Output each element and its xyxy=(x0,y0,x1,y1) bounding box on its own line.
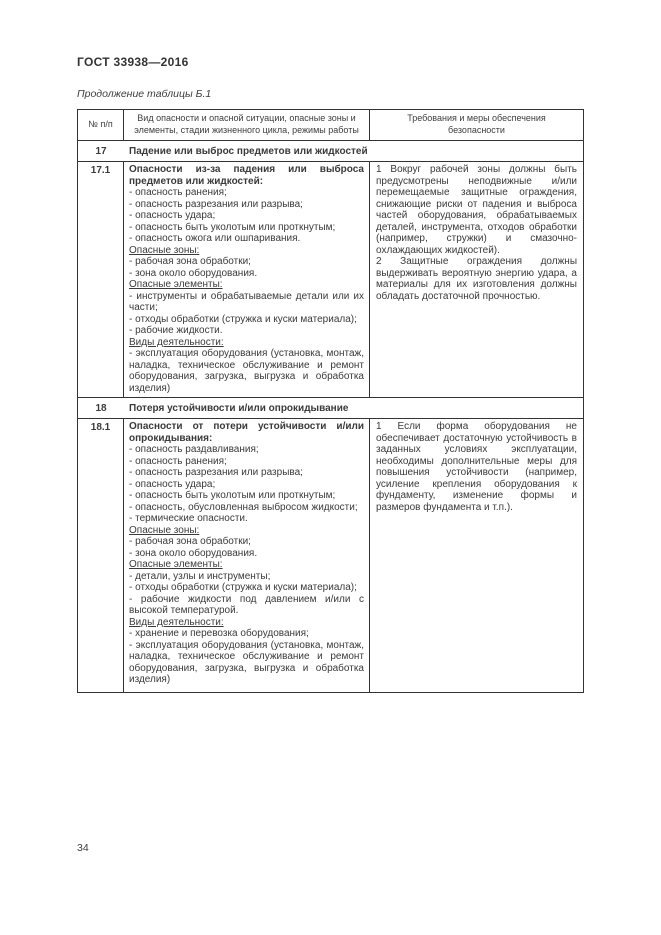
hazard-line: - опасность раздавливания; xyxy=(129,444,259,455)
hazard-line: Опасности от потери устойчивости и/или опрокидывания: xyxy=(129,421,364,444)
hazard-line: - опасность удара; xyxy=(129,478,216,490)
hazard-line: - зона около оборудования. xyxy=(129,267,258,279)
table-row xyxy=(78,162,584,398)
hazard-line: - опасность быть уколотым или проткнутым; xyxy=(129,490,336,501)
requirement-paragraph: 2 Защитные ограждения должны выдерживать вероятную энергию удара, а материалы для их изготовления должны обладать достаточной прочностью. xyxy=(376,256,577,302)
hazard-description-cell xyxy=(124,162,370,398)
hazard-line: - опасность удара; xyxy=(129,210,216,221)
requirements-cell xyxy=(370,419,584,693)
section-row xyxy=(78,398,584,419)
section-number: 17 xyxy=(95,145,107,157)
hazard-line: - опасность ранения; xyxy=(129,455,227,467)
hazard-line: - опасность разрезания или разрыва; xyxy=(129,467,303,478)
hazard-line: Опасные зоны: xyxy=(129,244,200,256)
hazard-line: - рабочая зона обработки; xyxy=(129,256,251,267)
hazard-line: - рабочие жидкости. xyxy=(129,325,223,336)
col-header-number: № п/п xyxy=(78,110,124,141)
hazard-line: - рабочая зона обработки; xyxy=(129,536,251,547)
hazard-line: - отходы обработки (стружка и куски материала); xyxy=(129,582,357,593)
requirements-cell xyxy=(370,162,584,398)
table-header-row xyxy=(78,110,584,141)
hazard-line: - детали, узлы и инструменты; xyxy=(129,570,271,582)
section-title: Падение или выброс предметов или жидкостей xyxy=(129,145,368,157)
hazard-line: Виды деятельности: xyxy=(129,336,224,348)
requirement-paragraph: 1 Если форма оборудования не обеспечивает достаточную устойчивость в заданных условиях эксплуатации, необходимы дополнительные меры для повышения устойчивости (например, усиление крепления оборудования к фундаменту, изменение формы и размеров фундамента и т.п.). xyxy=(376,421,577,513)
section-cell xyxy=(78,398,584,419)
hazard-line: - отходы обработки (стружка и куски материала); xyxy=(129,313,357,325)
hazard-line: - опасность, обусловленная выбросом жидкости; xyxy=(129,501,358,513)
row-number-cell: 17.1 xyxy=(78,162,124,398)
table-caption: Продолжение таблицы Б.1 xyxy=(77,88,212,100)
section-line xyxy=(78,146,583,157)
hazard-line: - опасность разрезания или разрыва; xyxy=(129,198,303,210)
hazard-line: Виды деятельности: xyxy=(129,616,224,628)
hazard-line: - опасность ожога или ошпаривания. xyxy=(129,233,301,244)
hazard-line: - рабочие жидкости под давлением и/или с высокой температурой. xyxy=(129,593,364,616)
hazard-line: Опасные элементы: xyxy=(129,559,223,570)
section-number: 18 xyxy=(95,402,107,414)
section-cell xyxy=(78,141,584,162)
hazard-line: - зона около оборудования. xyxy=(129,547,258,559)
table-row xyxy=(78,419,584,693)
hazard-line: Опасности из-за падения или выброса предметов или жидкостей: xyxy=(129,164,364,187)
hazard-line: - инструменты и обрабатываемые детали или их части; xyxy=(129,290,364,313)
hazard-line: Опасные элементы: xyxy=(129,279,223,290)
hazard-table xyxy=(77,109,584,693)
hazard-line: - эксплуатация оборудования (установка, монтаж, наладка, техническое обслуживание и ремонт оборудования, загрузка, выгрузка и обработка изделия) xyxy=(129,639,364,685)
hazard-line: - термические опасности. xyxy=(129,513,248,524)
hazard-line: - опасность ранения; xyxy=(129,187,227,198)
hazard-line: - опасность быть уколотым или проткнутым; xyxy=(129,221,336,233)
requirement-paragraph: 1 Вокруг рабочей зоны должны быть предусмотрены неподвижные и/или перемещаемые защитные ограждения, снижающие риски от падения и выброса частей оборудования, обрабатываемых деталей, инструмента, отходов обработки (например, стружки) и смазочно-охлаждающих жидкостей). xyxy=(376,164,577,256)
hazard-line: - эксплуатация оборудования (установка, монтаж, наладка, техническое обслуживание и ремонт оборудования, загрузка, выгрузка и обработка изделия) xyxy=(129,348,364,394)
doc-number: ГОСТ 33938—2016 xyxy=(77,55,189,69)
section-row xyxy=(78,141,584,162)
row-number-cell: 18.1 xyxy=(78,419,124,693)
col-header-hazard-type: Вид опасности и опасной ситуации, опасные зоны и элементы, стадии жизненного цикла, режимы работы xyxy=(124,110,370,141)
hazard-description-cell xyxy=(124,419,370,693)
section-title: Потеря устойчивости и/или опрокидывание xyxy=(129,402,349,414)
hazard-line: - хранение и перевозка оборудования; xyxy=(129,628,309,639)
hazard-line: Опасные зоны: xyxy=(129,524,200,536)
col-header-requirements: Требования и меры обеспечения безопасности xyxy=(370,110,584,141)
section-line xyxy=(78,403,583,414)
page-number: 34 xyxy=(77,842,89,854)
